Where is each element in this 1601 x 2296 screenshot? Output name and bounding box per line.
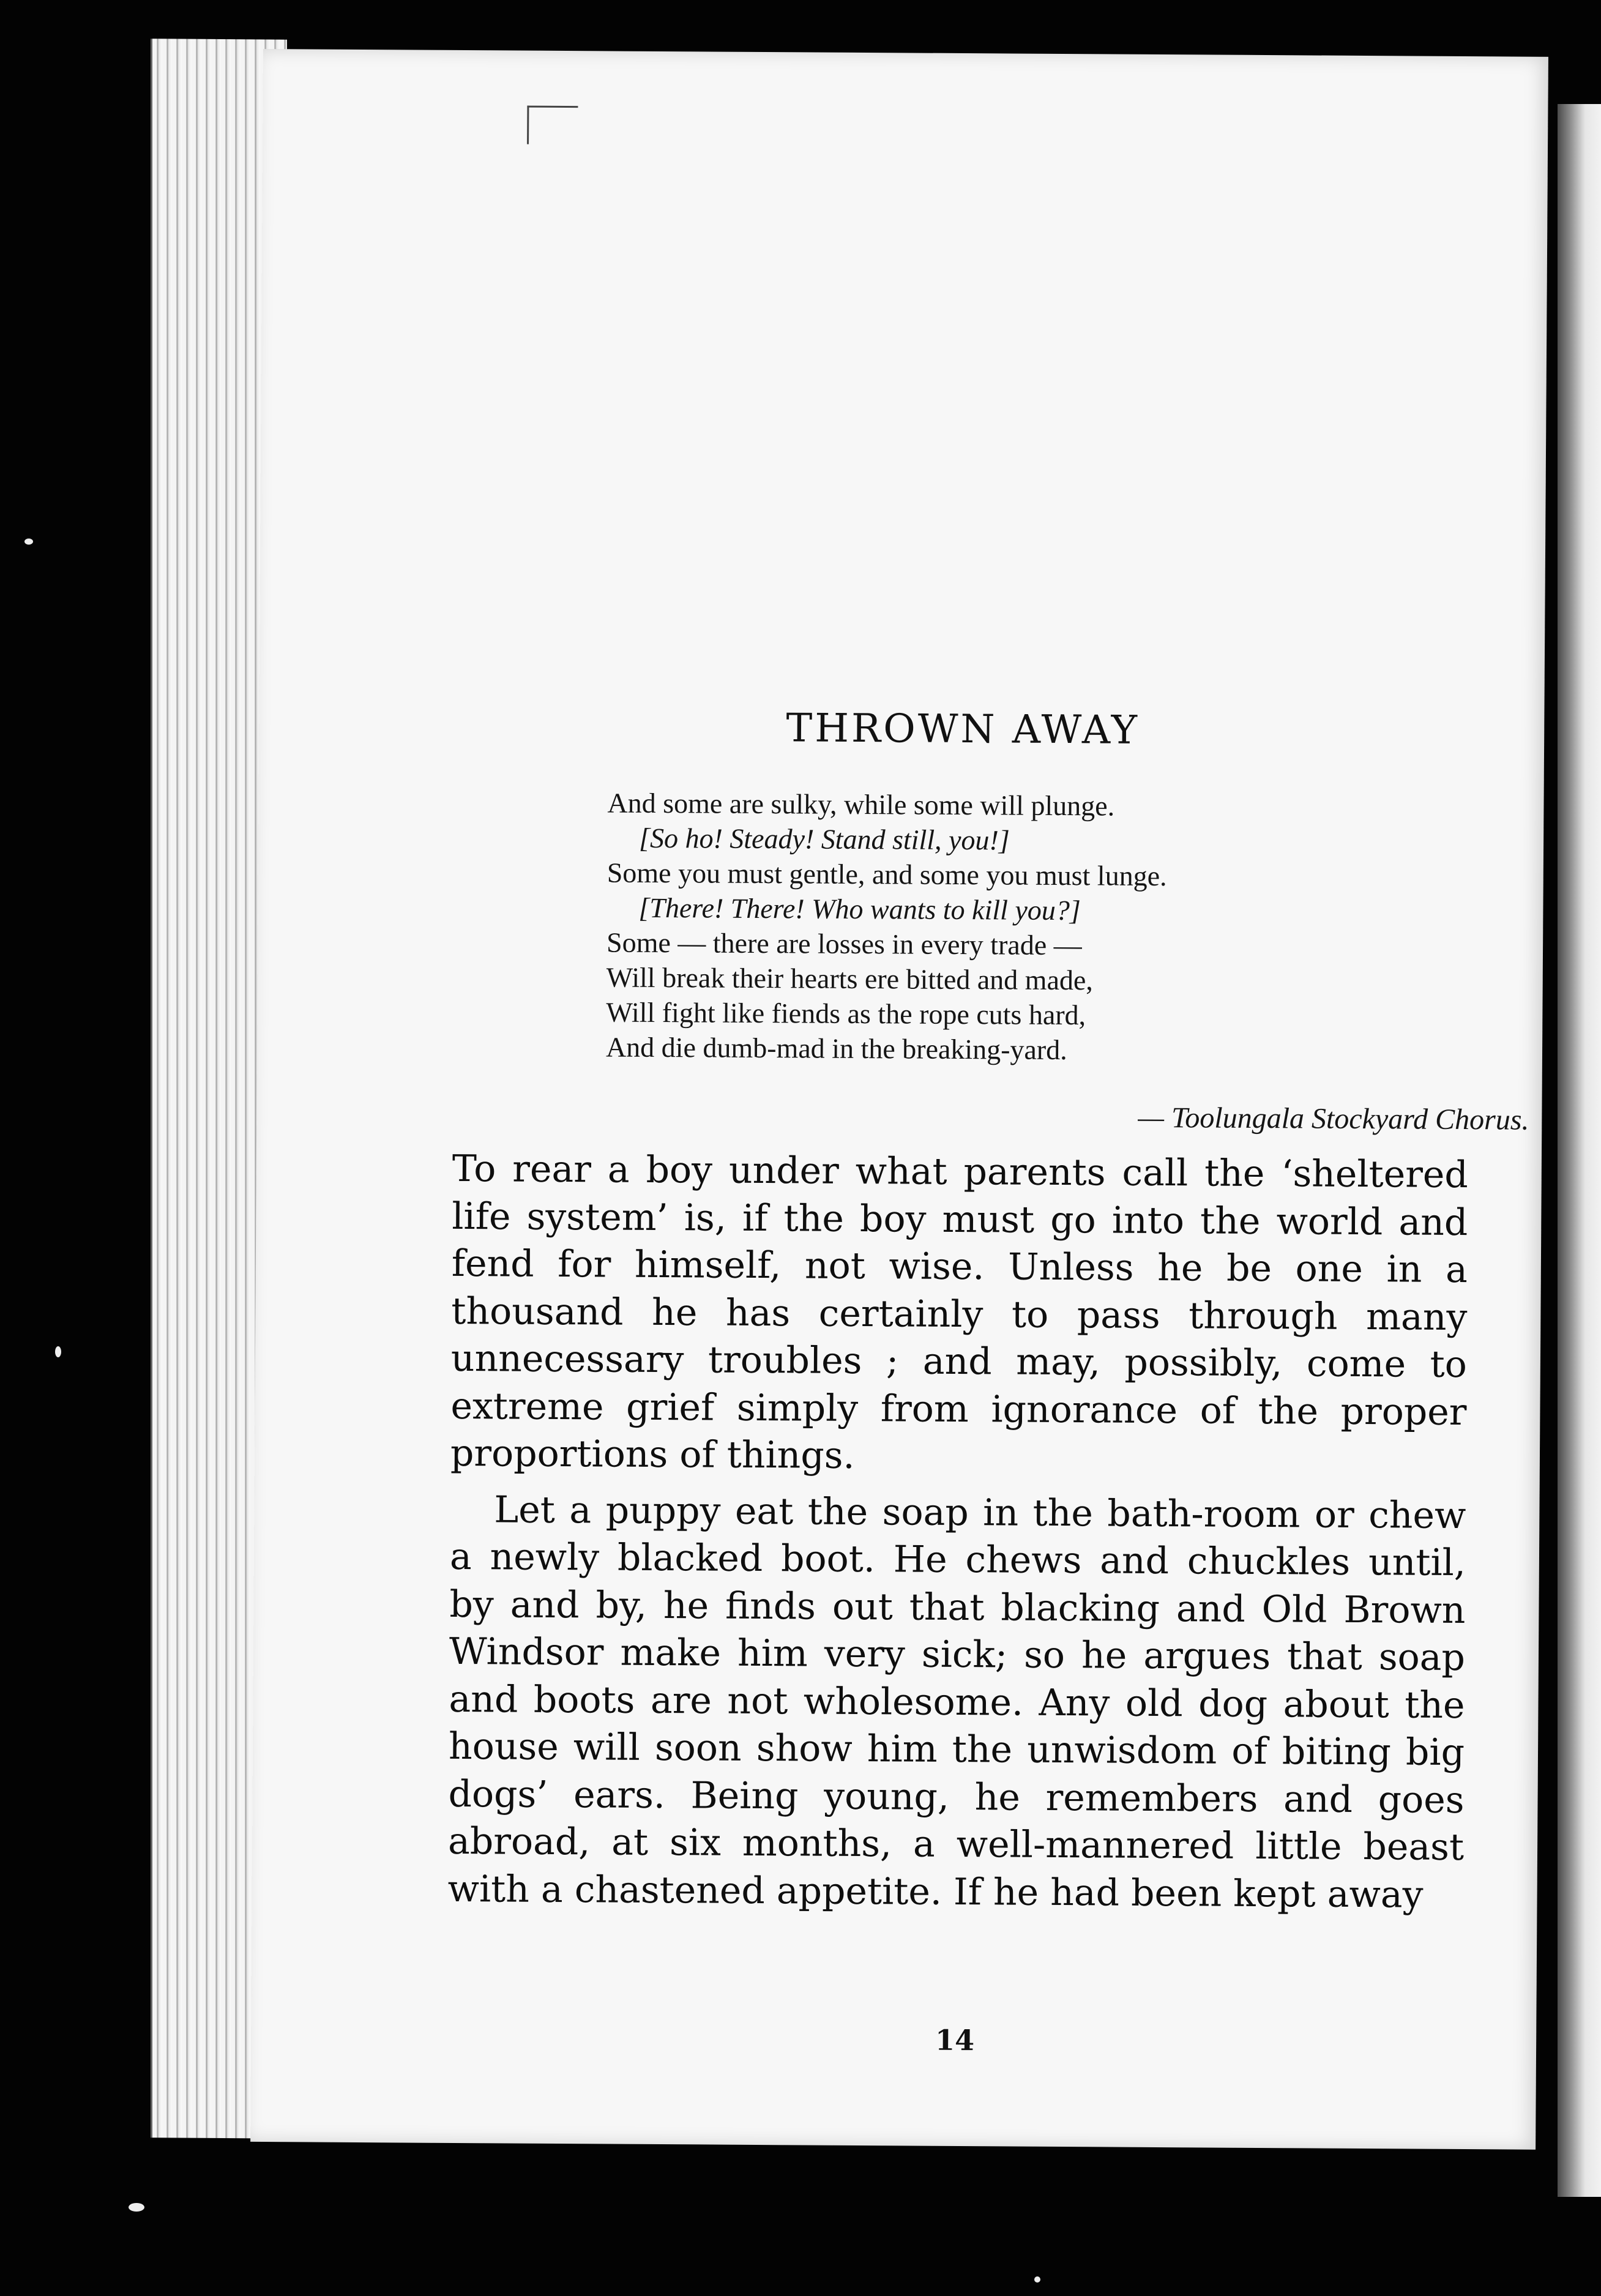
scan-speck (1034, 2276, 1040, 2283)
page-number: 14 (935, 2023, 975, 2057)
page-content (434, 50, 1529, 2149)
epigraph-line: Some — there are losses in every trade — (606, 926, 1082, 961)
chapter-title: THROWN AWAY (786, 706, 1140, 753)
scan-speck (55, 1346, 61, 1357)
body-text (447, 1146, 1468, 1919)
epigraph-line: And some are sulky, while some will plunge. (607, 787, 1115, 822)
epigraph-line: Will fight like fiends as the rope cuts hard, (606, 996, 1086, 1031)
paragraph: To rear a boy under what parents call the ‘sheltered life system’ is, if the boy must go into the world and fend for himself, not wise. Unless he be one in a thousand he has certainly to pass through many unnecessary troubles ; and may, possibly, come to extreme grief simply from ignorance of the proper proportions of things. (450, 1147, 1469, 1477)
scan-speck (129, 2203, 144, 2212)
epigraph-line: [So ho! Steady! Stand still, you!] (638, 822, 1010, 856)
scan-speck (24, 539, 33, 545)
epigraph-line: [There! There! Who wants to kill you?] (638, 892, 1081, 926)
epigraph-line: Some you must gentle, and some you must lunge. (606, 857, 1167, 892)
facing-page-edge (1558, 104, 1601, 2197)
epigraph-line: And die dumb-mad in the breaking-yard. (605, 1031, 1067, 1066)
epigraph-attribution: — Toolungala Stockyard Chorus. (1138, 1101, 1529, 1136)
epigraph-verse (606, 785, 1465, 1070)
epigraph-line: Will break their hearts ere bitted and made, (606, 961, 1094, 996)
paragraph: Let a puppy eat the soap in the bath-room or chew a newly blacked boot. He chews and chuckles until, by and by, he finds out that blacking and Old Brown Windsor make him very sick; so he argues that soap and boots are not wholesome. Any old dog about the house will soon show him the unwisdom of biting big dogs’ ears. Being young, he remembers and goes abroad, at six months, a well-mannered little beast with a chastened appetite. If he had been kept away (447, 1488, 1466, 1917)
book-page (250, 49, 1548, 2150)
